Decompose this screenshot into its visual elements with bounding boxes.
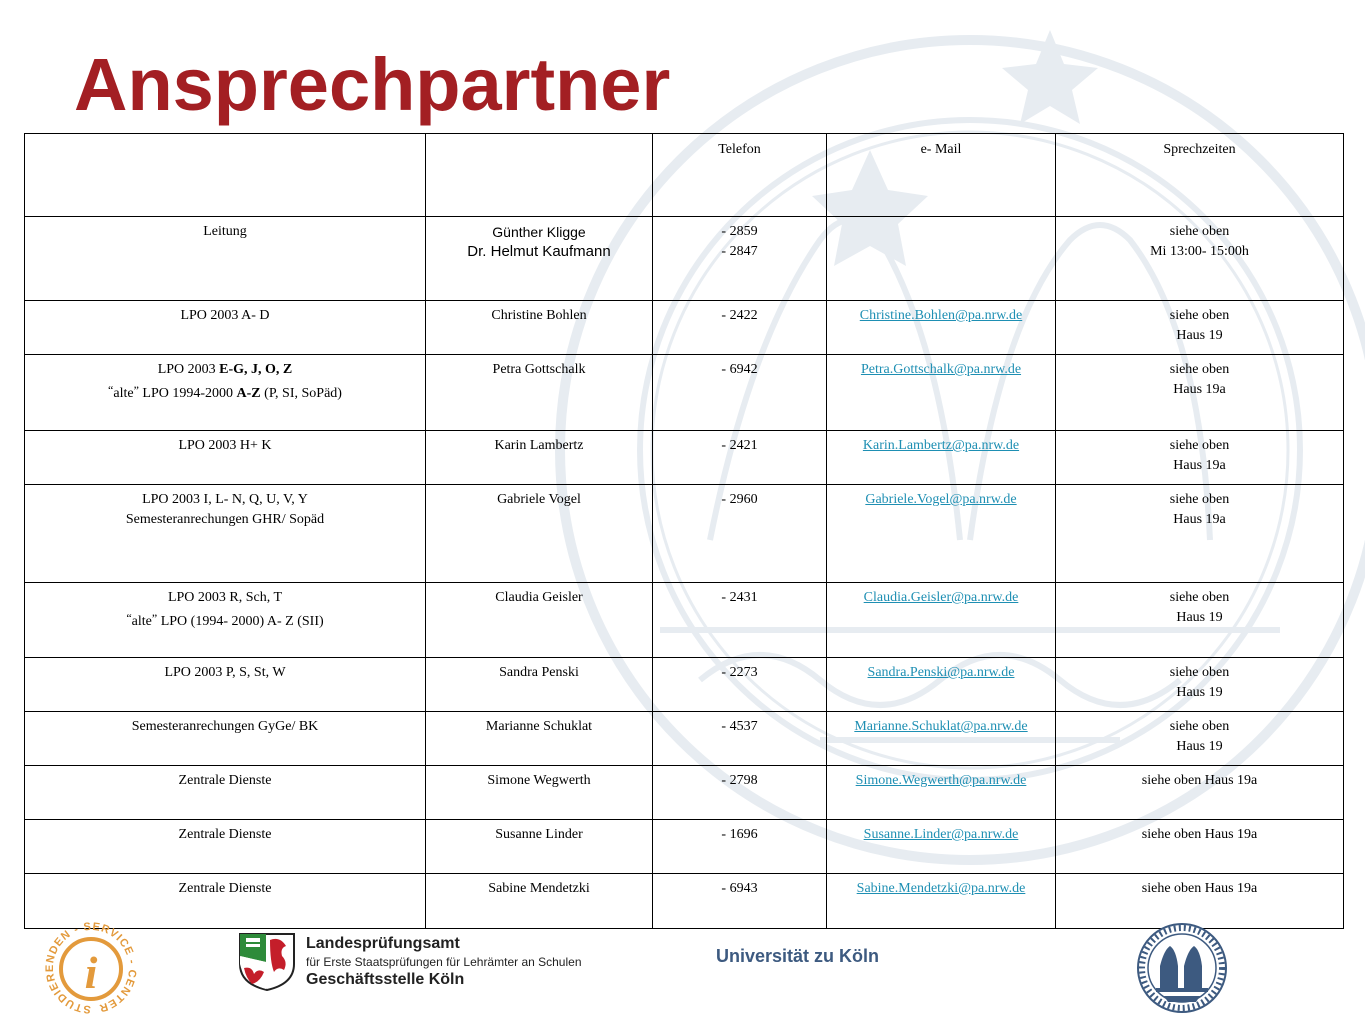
area-cell: Zentrale Dienste bbox=[25, 820, 426, 874]
page-title: Ansprechpartner bbox=[74, 43, 671, 126]
area-cell: Zentrale Dienste bbox=[25, 766, 426, 820]
table-row bbox=[25, 820, 1344, 874]
name-cell: Susanne Linder bbox=[426, 820, 653, 874]
hours-cell: siehe oben Haus 19 bbox=[1056, 712, 1344, 766]
area-cell: LPO 2003 A- D bbox=[25, 301, 426, 355]
university-seal-icon bbox=[1136, 922, 1228, 1014]
name-cell: Sabine Mendetzki bbox=[426, 874, 653, 929]
phone-cell: - 6942 bbox=[653, 355, 827, 431]
email-link[interactable]: Gabriele.Vogel@pa.nrw.de bbox=[865, 492, 1017, 507]
hours-cell: siehe oben Haus 19a bbox=[1056, 485, 1344, 583]
area-cell: Zentrale Dienste bbox=[25, 874, 426, 929]
table-row bbox=[25, 874, 1344, 929]
header-row bbox=[25, 134, 1344, 217]
area-cell: Semesteranrechungen GyGe/ BK bbox=[25, 712, 426, 766]
email-link[interactable]: Petra.Gottschalk@pa.nrw.de bbox=[860, 362, 1022, 377]
name-cell: Marianne Schuklat bbox=[426, 712, 653, 766]
header-phone: Telefon bbox=[653, 134, 827, 217]
hours-cell: siehe oben Haus 19a bbox=[1056, 431, 1344, 485]
email-cell bbox=[827, 217, 1056, 301]
email-cell bbox=[827, 766, 1056, 820]
name-cell: Simone Wegwerth bbox=[426, 766, 653, 820]
nrw-coat-of-arms-icon bbox=[236, 930, 298, 992]
name-cell: Gabriele Vogel bbox=[426, 485, 653, 583]
email-cell bbox=[827, 355, 1056, 431]
svg-text:STUDIERENDEN - SERVICE - CENTE: STUDIERENDEN - SERVICE - CENTER bbox=[44, 922, 139, 1016]
name-cell: Christine Bohlen bbox=[426, 301, 653, 355]
email-cell bbox=[827, 658, 1056, 712]
area-cell: LPO 2003 E-G, J, O, Z “alte” LPO 1994-2000 A-Z (P, SI, SoPäd) bbox=[25, 355, 426, 431]
email-link[interactable]: Simone.Wegwerth@pa.nrw.de bbox=[855, 773, 1027, 788]
area-cell: Leitung bbox=[25, 217, 426, 301]
phone-cell: - 2859 - 2847 bbox=[653, 217, 827, 301]
table-row bbox=[25, 766, 1344, 820]
area-cell: LPO 2003 P, S, St, W bbox=[25, 658, 426, 712]
university-name: Universität zu Köln bbox=[716, 946, 880, 966]
email-link[interactable]: Sabine.Mendetzki@pa.nrw.de bbox=[856, 881, 1026, 896]
name-cell: Petra Gottschalk bbox=[426, 355, 653, 431]
area-cell: LPO 2003 H+ K bbox=[25, 431, 426, 485]
email-cell bbox=[827, 431, 1056, 485]
hours-cell: siehe oben Haus 19a bbox=[1056, 355, 1344, 431]
email-link[interactable]: Claudia.Geisler@pa.nrw.de bbox=[863, 590, 1019, 605]
lpa-subtitle: für Erste Staatsprüfungen für Lehrämter an Schulen bbox=[306, 955, 582, 969]
phone-cell: - 1696 bbox=[653, 820, 827, 874]
area-cell: LPO 2003 R, Sch, T “alte” LPO (1994- 2000) A- Z (SII) bbox=[25, 583, 426, 658]
hours-cell: siehe oben Haus 19a bbox=[1056, 766, 1344, 820]
header-hours: Sprechzeiten bbox=[1056, 134, 1344, 217]
email-link[interactable]: Sandra.Penski@pa.nrw.de bbox=[867, 665, 1015, 680]
table-row bbox=[25, 485, 1344, 583]
hours-cell: siehe oben Mi 13:00- 15:00h bbox=[1056, 217, 1344, 301]
hours-cell: siehe oben Haus 19 bbox=[1056, 301, 1344, 355]
phone-cell: - 6943 bbox=[653, 874, 827, 929]
hours-cell: siehe oben Haus 19a bbox=[1056, 874, 1344, 929]
hours-cell: siehe oben Haus 19a bbox=[1056, 820, 1344, 874]
email-cell bbox=[827, 301, 1056, 355]
email-cell bbox=[827, 874, 1056, 929]
phone-cell: - 4537 bbox=[653, 712, 827, 766]
email-cell bbox=[827, 485, 1056, 583]
lpa-office: Geschäftsstelle Köln bbox=[306, 971, 465, 988]
name-cell: Günther Kligge Dr. Helmut Kaufmann bbox=[426, 217, 653, 301]
contact-table bbox=[24, 133, 1344, 929]
phone-cell: - 2273 bbox=[653, 658, 827, 712]
email-link[interactable]: Christine.Bohlen@pa.nrw.de bbox=[859, 308, 1023, 323]
studierenden-service-logo bbox=[38, 922, 144, 1016]
table-row bbox=[25, 712, 1344, 766]
header-email: e- Mail bbox=[827, 134, 1056, 217]
email-cell bbox=[827, 820, 1056, 874]
phone-cell: - 2960 bbox=[653, 485, 827, 583]
phone-cell: - 2431 bbox=[653, 583, 827, 658]
email-link[interactable]: Marianne.Schuklat@pa.nrw.de bbox=[854, 719, 1028, 734]
email-link[interactable]: Susanne.Linder@pa.nrw.de bbox=[863, 827, 1019, 842]
lpa-logo-text bbox=[306, 934, 582, 990]
phone-cell: - 2421 bbox=[653, 431, 827, 485]
table-row bbox=[25, 301, 1344, 355]
table-row bbox=[25, 355, 1344, 431]
table-row bbox=[25, 658, 1344, 712]
email-link[interactable]: Karin.Lambertz@pa.nrw.de bbox=[862, 438, 1020, 453]
lpa-title: Landesprüfungsamt bbox=[306, 935, 460, 952]
phone-cell: - 2798 bbox=[653, 766, 827, 820]
header-area bbox=[25, 134, 426, 217]
name-cell: Karin Lambertz bbox=[426, 431, 653, 485]
name-cell: Claudia Geisler bbox=[426, 583, 653, 658]
hours-cell: siehe oben Haus 19 bbox=[1056, 583, 1344, 658]
email-cell bbox=[827, 583, 1056, 658]
table-row bbox=[25, 217, 1344, 301]
area-cell: LPO 2003 I, L- N, Q, U, V, Y Semesteranrechungen GHR/ Sopäd bbox=[25, 485, 426, 583]
phone-cell: - 2422 bbox=[653, 301, 827, 355]
name-cell: Sandra Penski bbox=[426, 658, 653, 712]
svg-text:i: i bbox=[84, 947, 98, 998]
email-cell bbox=[827, 712, 1056, 766]
table-row bbox=[25, 583, 1344, 658]
hours-cell: siehe oben Haus 19 bbox=[1056, 658, 1344, 712]
table-row bbox=[25, 431, 1344, 485]
header-name bbox=[426, 134, 653, 217]
